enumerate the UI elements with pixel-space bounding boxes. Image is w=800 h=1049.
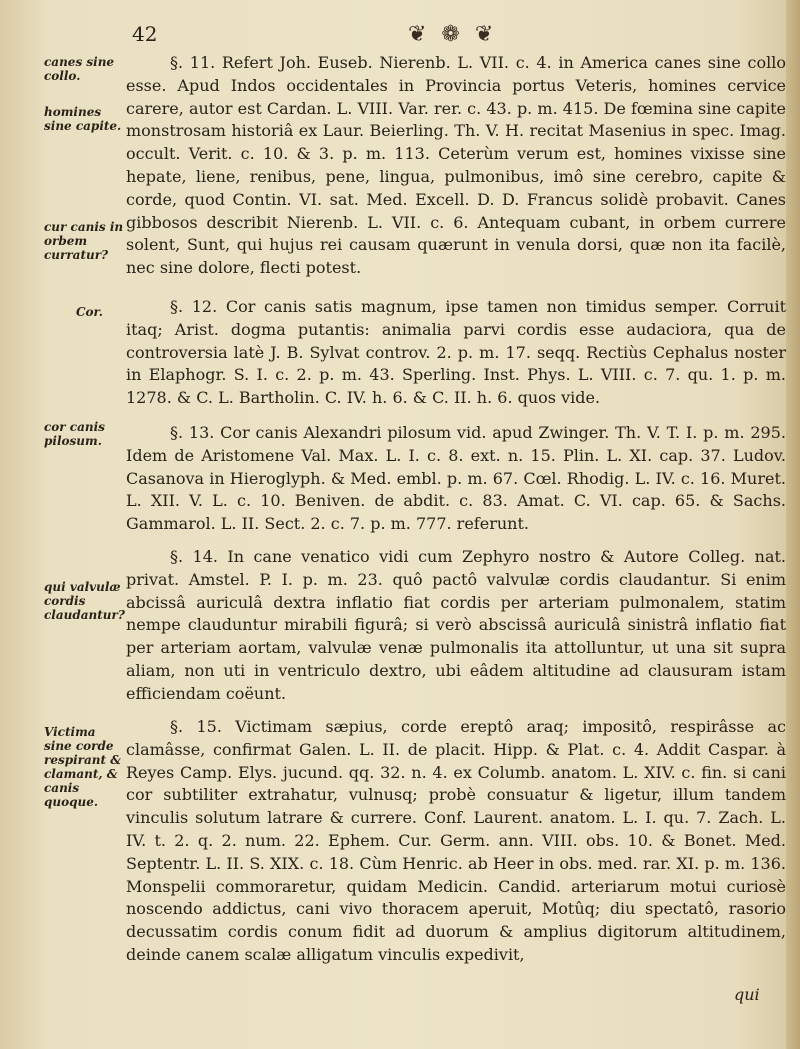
marginal-note: cur canis in orbem curratur?: [44, 220, 124, 262]
paragraph: §. 14. In cane venatico vidi cum Zephyro nostro & Autore Colleg. nat. privat. Amstel. P. I. p. m. 23. quô pactô valvulæ cordis claudantur. Si enim abcissâ auriculâ dextra inflatio fiat cordis per arteriam pulmonalem, statim nempe clauduntur mirabili figurâ; si verò abscissâ auriculâ sinistrâ inflatio fiat per arteriam aortam, valvulæ venæ pulmonalis ita attolluntur, ut una sit supra aliam, non uti in ventriculo dextro, ubi eâdem altitudine ad clausuram istam efficiendam coëunt.: [126, 547, 786, 703]
paragraph: §. 13. Cor canis Alexandri pilosum vid. apud Zwinger. Th. V. T. I. p. m. 295. Idem de Aristomene Val. Max. L. I. c. 8. ext. n. 15. Plin. L. XI. cap. 37. Ludov. Casanova in Hieroglyph. & Med. embl. p. m. 67. Cœl. Rhodig. L. IV. c. 16. Muret. L. XII. V. L. c. 10. Beniven. de abdit. c. 83. Amat. C. VI. cap. 65. & Sachs. Gammarol. L. II. Sect. 2. c. 7. p. m. 777. referunt.: [126, 423, 786, 534]
marginal-note: canes sine collo.: [44, 55, 115, 83]
paragraph: §. 11. Refert Joh. Euseb. Nierenb. L. VII. c. 4. in America canes sine collo esse. Apud Indos occidentales in Provincia portus Veteris, homines cervice carere, autor est Cardan. L. VIII. Var. rer. c. 43. p. m. 415. De fœmina sine capite monstrosam historiâ ex Laur. Beierling. Th. V. H. recitat Masenius in spec. Imag. occult. Verit. c. 10. & 3. p. m. 113. Ceterùm verum est, homines vixisse sine hepate, liene, renibus, pene, lingua, pulmonibus, imô sine cerebro, capite & corde, quod Contin. VI. sat. Med. Excell. D. D. Francus solidè probavit. Canes gibbosos describit Nierenb. L. VII. c. 6. Antequam cubant, in orbem currere solent, Sunt, qui hujus rei causam quærunt in venula dorsi, quæ non ita facilè, nec sine dolore, flecti potest.: [126, 53, 786, 278]
header-ornament: ❦ ❁ ❦: [408, 22, 498, 47]
paragraph: §. 15. Victimam sæpius, corde ereptô araq; impositô, respirâsse ac clamâsse, confirmat Galen. L. II. de placit. Hipp. & Plat. c. 4. Addit Caspar. à Reyes Camp. Elys. jucund. qq. 32. n. 4. ex Columb. anatom. L. XIV. c. fin. si cani cor subtiliter extrahatur, vulnusq; probè consuatur & ligetur, illum tandem vinculis solutum latrare & currere. Conf. Laurent. anatom. L. I. qu. 7. Zach. L. IV. t. 2. q. 2. num. 22. Ephem. Cur. Germ. ann. VIII. obs. 10. & Bonet. Med. Septentr. L. II. S. XIX. c. 18. Cùm Henric. ab Heer in obs. med. rar. XI. p. m. 136. Monspelii commoraretur, quidam Medicin. Candid. arteriarum motui curiosè noscendo addictus, cani vivo thoracem aperuit, Motûq; diu spectatô, rasorio decussatim cordis conum fidit ad duorum & amplius digitorum altitudinem, deinde canem scalæ alligatum vinculis expedivit,: [126, 717, 786, 964]
page-number: 42: [132, 22, 158, 46]
marginal-note: Victima sine corde respirant & clamant, & canis quoque.: [44, 725, 122, 809]
marginal-note: Cor.: [76, 305, 103, 319]
catchword: qui: [734, 985, 760, 1004]
marginal-note: cor canis pilosum.: [44, 420, 105, 448]
marginal-note: qui valvulæ cordis claudantur?: [44, 580, 125, 622]
marginal-note: homines sine capite.: [44, 105, 122, 133]
page-edge: [786, 0, 800, 1049]
paragraph: §. 12. Cor canis satis magnum, ipse tamen non timidus semper. Corruit itaq; Arist. dogma putantis: animalia parvi cordis esse audaciora, qua de controversia latè J. B. Sylvat controv. 2. p. m. 17. seqq. Rectiùs Cephalus noster in Elaphogr. S. I. c. 2. p. m. 43. Sperling. Inst. Phys. L. VIII. c. 7. qu. 1. p. m. 1278. & C. L. Bartholin. C. IV. h. 6. & C. II. h. 6. quos vide.: [126, 297, 786, 408]
